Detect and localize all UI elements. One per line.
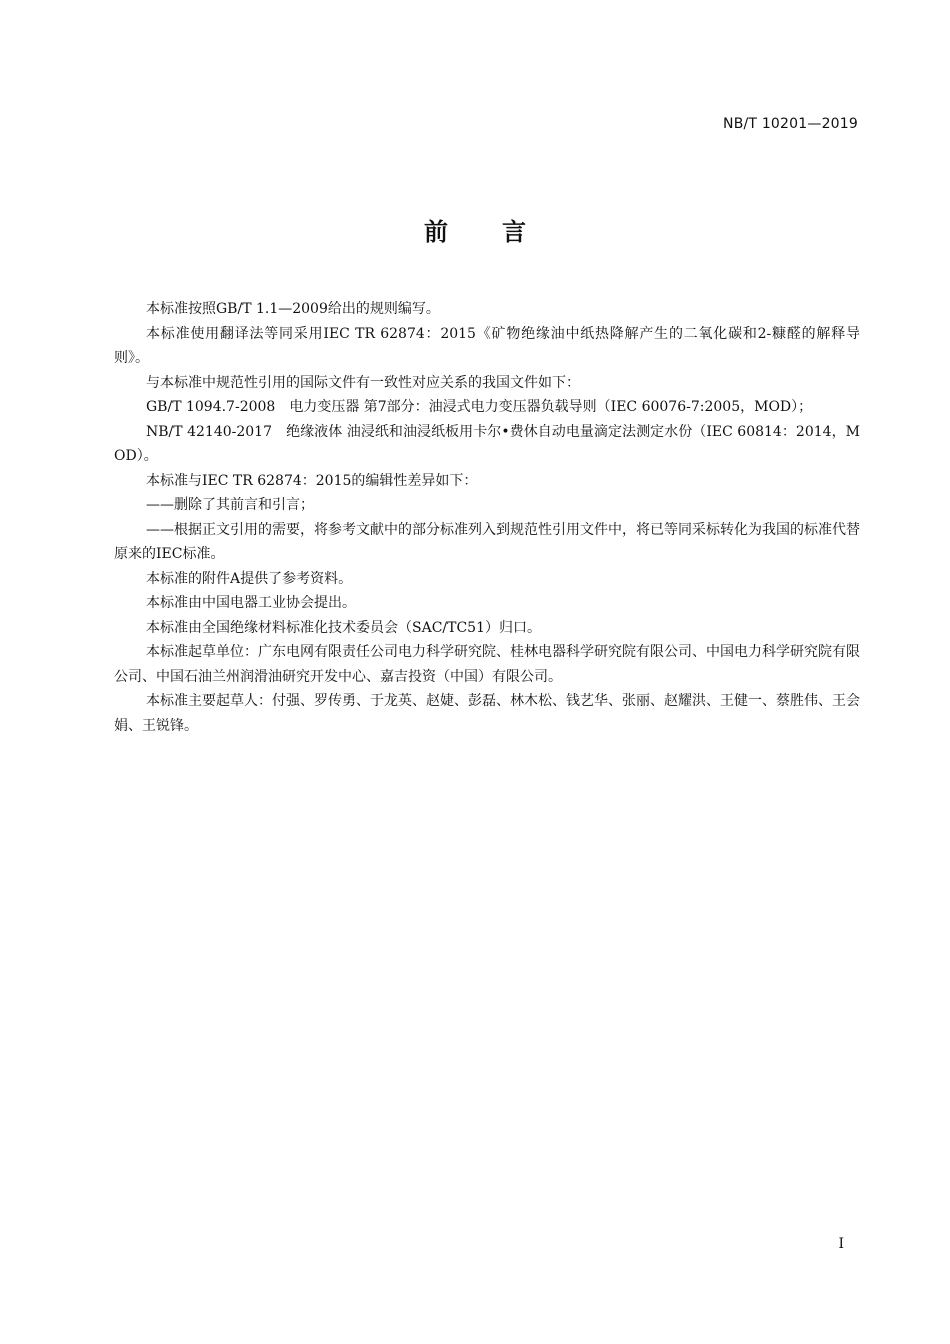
paragraph-difference-1: ——删除了其前言和引言； xyxy=(146,497,314,513)
paragraph-drafters: 本标准主要起草人：付强、罗传勇、于龙英、赵婕、彭磊、林木松、钱艺华、张丽、赵耀洪、王健一、蔡胜伟、王会娟、王锐锋。 xyxy=(114,693,860,734)
paragraph-corresponding-docs-intro: 与本标准中规范性引用的国际文件有一致性对应关系的我国文件如下： xyxy=(146,374,580,391)
paragraph-proposed-by: 本标准由中国电器工业协会提出。 xyxy=(146,595,356,611)
paragraph-difference-2: ——根据正文引用的需要，将参考文献中的部分标准列入到规范性引用文件中，将已等同采标转化为我国的标准代替原来的IEC标准。 xyxy=(114,521,860,562)
paragraph-drafting-units: 本标准起草单位：广东电网有限责任公司电力科学研究院、桂林电器科学研究院有限公司、中国电力科学研究院有限公司、中国石油兰州润滑油研究开发中心、嘉吉投资（中国）有限公司。 xyxy=(114,644,860,685)
paragraph-annex: 本标准的附件A提供了参考资料。 xyxy=(146,570,353,587)
paragraph-adoption: 本标准使用翻译法等同采用IEC TR 62874：2015《矿物绝缘油中纸热降解产生的二氧化碳和2-糠醛的解释导则》。 xyxy=(114,325,860,366)
paragraph-reference-gbt-1094: GB/T 1094.7-2008 电力变压器 第7部分：油浸式电力变压器负载导则（IEC 60076-7:2005，MOD）； xyxy=(146,399,813,415)
standard-code: NB/T 10201—2019 xyxy=(723,116,858,132)
page-number: I xyxy=(838,1236,844,1252)
page-title: 前言 xyxy=(424,218,580,246)
foreword-body xyxy=(114,297,860,738)
paragraph-drafting-rules: 本标准按照GB/T 1.1—2009给出的规则编写。 xyxy=(146,301,440,317)
paragraph-reference-nbt-42140: NB/T 42140-2017 绝缘液体 油浸纸和油浸纸板用卡尔•费休自动电量滴定法测定水份（IEC 60814：2014，MOD）。 xyxy=(114,423,860,464)
paragraph-editorial-differences: 本标准与IEC TR 62874：2015的编辑性差异如下： xyxy=(146,472,478,489)
paragraph-under-jurisdiction: 本标准由全国绝缘材料标准化技术委员会（SAC/TC51）归口。 xyxy=(146,619,541,636)
